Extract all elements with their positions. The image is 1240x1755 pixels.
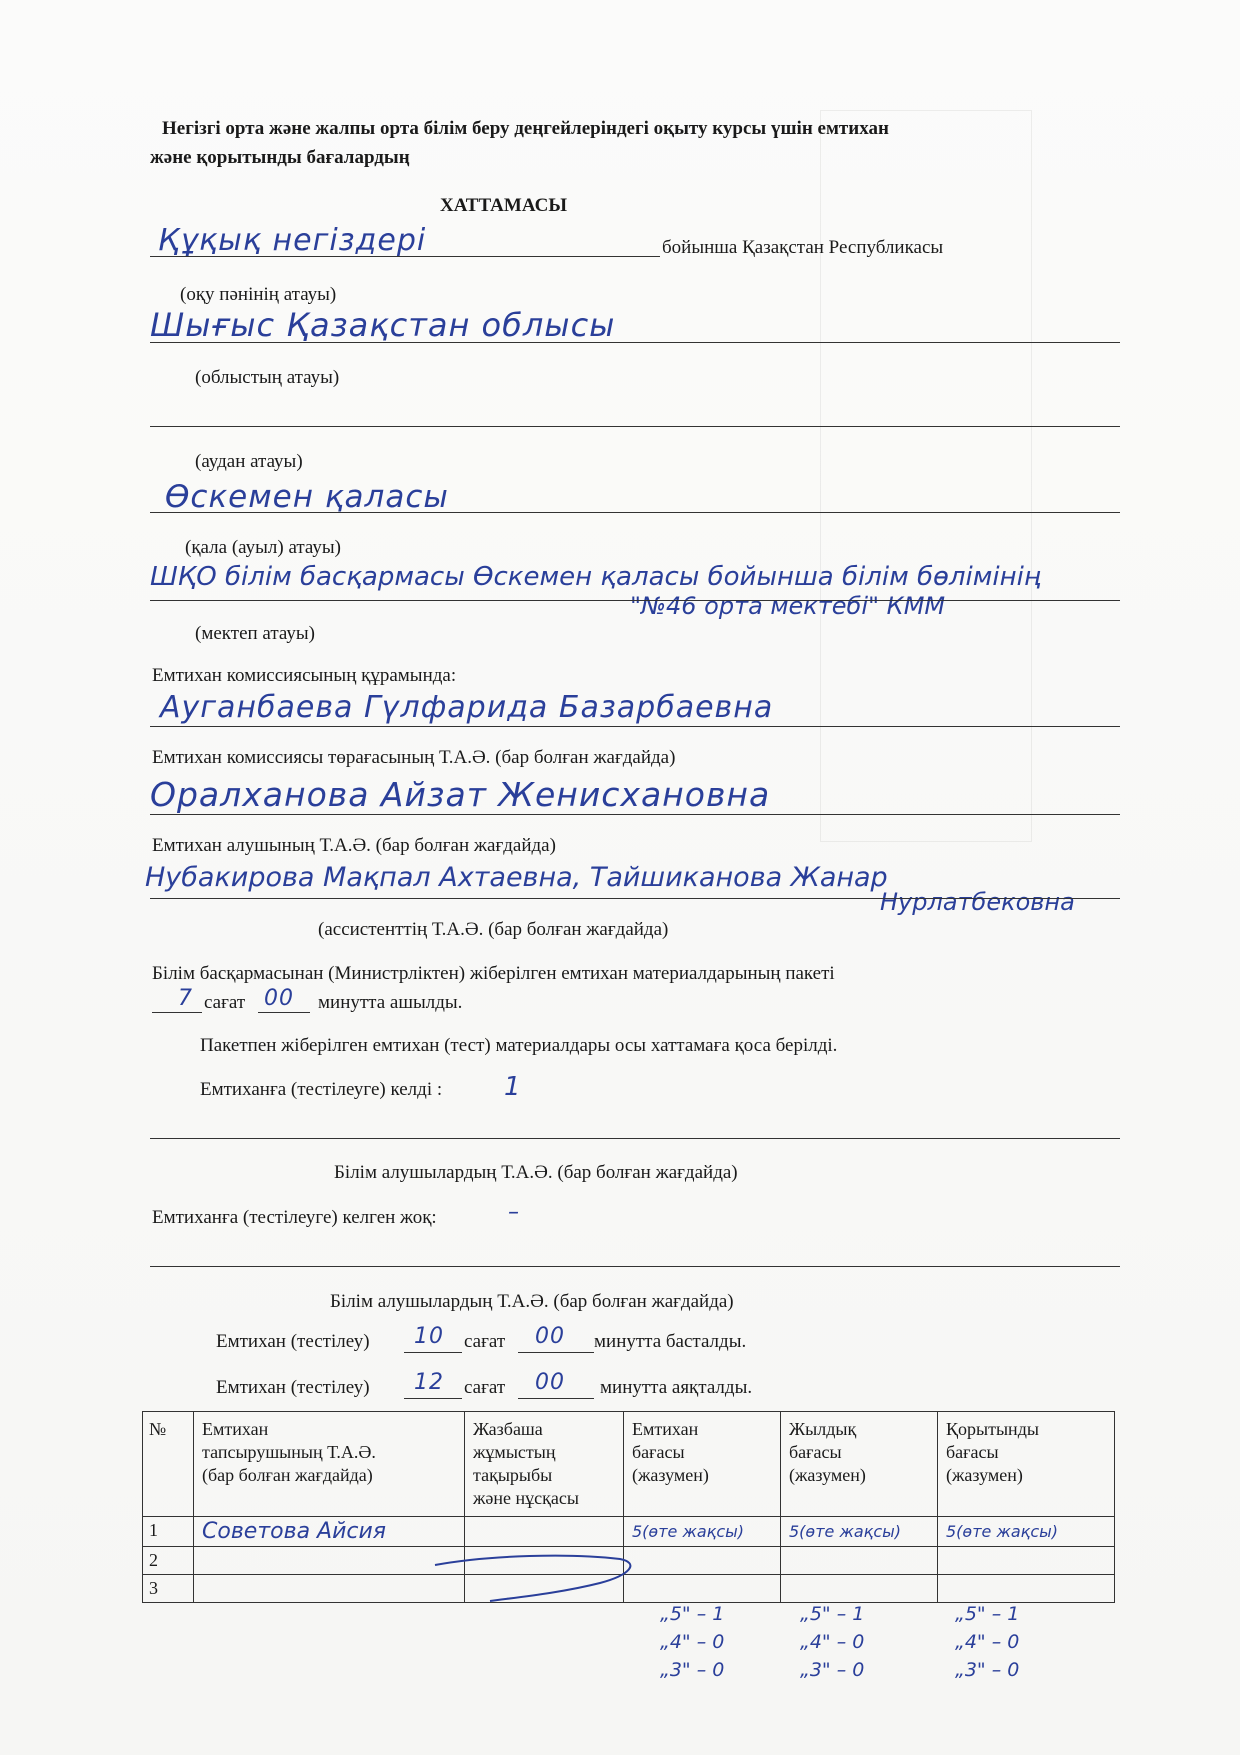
- district-underline: [150, 426, 1120, 427]
- header-exam-line2: бағасы: [632, 1442, 685, 1462]
- package-hour: 7: [178, 986, 193, 1011]
- row-student-name: [194, 1575, 465, 1603]
- row-year-grade: [781, 1547, 938, 1575]
- subject-underline: [150, 256, 660, 257]
- row-exam-grade: 5(өте жақсы): [624, 1517, 781, 1547]
- end-hour-label: сағат: [464, 1377, 506, 1398]
- header-topic-line1: Жазбаша: [473, 1419, 543, 1439]
- header-name: [194, 1412, 465, 1517]
- row-student-name: Советова Айсия: [194, 1517, 465, 1547]
- header-year-line2: бағасы: [789, 1442, 842, 1462]
- header-num: №: [143, 1412, 194, 1517]
- start-minute: 00: [535, 1324, 565, 1349]
- header-year: [781, 1412, 938, 1517]
- school-value-line1: ШҚО білім басқармасы Өскемен қаласы бойынша білім бөлімінің: [150, 562, 1041, 592]
- header-final-line1: Қорытынды: [946, 1419, 1039, 1439]
- end-prefix: Емтихан (тестілеу): [216, 1377, 370, 1398]
- start-hour: 10: [414, 1324, 444, 1349]
- subject-suffix: бойынша Қазақстан Республикасы: [662, 237, 944, 258]
- chair-underline: [150, 726, 1120, 727]
- row-student-name: [194, 1547, 465, 1575]
- bleed-through-grid: [820, 110, 1032, 842]
- package-hour-label: сағат: [204, 992, 246, 1013]
- commission-label: Емтихан комиссиясының құрамында:: [152, 665, 457, 686]
- header-final-line3: (жазумен): [946, 1465, 1023, 1485]
- tally-exam: „5" – 1 „4" – 0 „3" – 0: [660, 1603, 725, 1681]
- city-underline: [150, 512, 1120, 513]
- header-name-line1: Емтихан: [202, 1419, 269, 1439]
- came-caption: Білім алушылардың Т.А.Ә. (бар болған жағдайда): [334, 1162, 738, 1183]
- assistant-underline: [150, 898, 1120, 899]
- header-topic-line3: тақырыбы: [473, 1465, 553, 1485]
- header-topic-line2: жұмыстың: [473, 1442, 556, 1462]
- header-title-line2: және қорытынды бағалардың: [150, 147, 410, 168]
- package-line1: Білім басқармасынан (Министрліктен) жіберілген емтихан материалдарының пакеті: [152, 963, 835, 984]
- examiner-underline: [150, 814, 1120, 815]
- header-final-line2: бағасы: [946, 1442, 999, 1462]
- start-suffix: минутта басталды.: [594, 1331, 747, 1352]
- assistant-value-line2: Нурлатбековна: [880, 888, 1075, 916]
- package-minute-label: минутта ашылды.: [318, 992, 463, 1013]
- doc-title: ХАТТАМАСЫ: [440, 195, 567, 216]
- header-final: [938, 1412, 1115, 1517]
- header-year-line3: (жазумен): [789, 1465, 866, 1485]
- district-caption: (аудан атауы): [195, 451, 303, 472]
- start-hour-underline: [404, 1352, 462, 1353]
- region-caption: (облыстың атауы): [195, 367, 340, 388]
- package-attached: Пакетпен жіберілген емтихан (тест) материалдары осы хаттамаға қоса берілді.: [200, 1035, 838, 1056]
- table-header-row: [143, 1412, 1115, 1517]
- header-name-line3: (бар болған жағдайда): [202, 1465, 373, 1485]
- end-hour-underline: [404, 1398, 462, 1399]
- row-topic: [465, 1517, 624, 1547]
- city-caption: (қала (ауыл) атауы): [185, 537, 341, 558]
- header-title-line1: Негізгі орта және жалпы орта білім беру деңгейлеріндегі оқыту курсы үшін емтихан: [162, 118, 889, 139]
- package-hour-underline: [152, 1012, 202, 1013]
- came-underline: [150, 1138, 1120, 1139]
- end-hour: 12: [414, 1370, 444, 1395]
- header-name-line2: тапсырушының Т.А.Ә.: [202, 1442, 376, 1462]
- came-value: 1: [504, 1072, 522, 1102]
- row-num: 2: [143, 1547, 194, 1575]
- start-hour-label: сағат: [464, 1331, 506, 1352]
- school-caption: (мектеп атауы): [195, 623, 315, 644]
- package-minute: 00: [264, 986, 294, 1011]
- chair-caption: Емтихан комиссиясы төрағасының Т.А.Ә. (бар болған жағдайда): [152, 747, 676, 768]
- end-minute-underline: [518, 1398, 594, 1399]
- start-minute-underline: [518, 1352, 594, 1353]
- tally-final: „5" – 1 „4" – 0 „3" – 0: [955, 1603, 1020, 1681]
- subject-value: Құқық негіздері: [158, 223, 427, 258]
- header-topic: [465, 1412, 624, 1517]
- city-value: Өскемен қаласы: [165, 479, 449, 515]
- empty-rows-strike: [430, 1545, 660, 1605]
- package-minute-underline: [258, 1012, 310, 1013]
- row-final-grade: 5(өте жақсы): [938, 1517, 1115, 1547]
- end-suffix: минутта аяқталды.: [600, 1377, 753, 1398]
- examiner-caption: Емтихан алушының Т.А.Ә. (бар болған жағдайда): [152, 835, 556, 856]
- header-year-line1: Жылдық: [789, 1419, 857, 1439]
- end-minute: 00: [535, 1370, 565, 1395]
- region-value: Шығыс Қазақстан облысы: [150, 306, 616, 344]
- start-prefix: Емтихан (тестілеу): [216, 1331, 370, 1352]
- region-underline: [150, 342, 1120, 343]
- header-exam: [624, 1412, 781, 1517]
- row-year-grade: [781, 1575, 938, 1603]
- came-label: Емтиханға (тестілеуге) келді :: [200, 1079, 443, 1100]
- assistant-value-line1: Нубакирова Мақпал Ахтаевна, Тайшиканова Жанар: [145, 862, 888, 893]
- subject-caption: (оқу пәнінің атауы): [180, 284, 337, 305]
- header-topic-line4: және нұсқасы: [473, 1488, 579, 1508]
- row-year-grade: 5(өте жақсы): [781, 1517, 938, 1547]
- absent-underline: [150, 1266, 1120, 1267]
- row-final-grade: [938, 1575, 1115, 1603]
- absent-label: Емтиханға (тестілеуге) келген жоқ:: [152, 1207, 437, 1228]
- examiner-value: Оралханова Айзат Женисхановна: [150, 775, 771, 814]
- chair-value: Ауганбаева Гүлфарида Базарбаевна: [160, 690, 774, 725]
- absent-value: –: [508, 1200, 520, 1225]
- header-exam-line3: (жазумен): [632, 1465, 709, 1485]
- row-num: 1: [143, 1517, 194, 1547]
- header-exam-line1: Емтихан: [632, 1419, 699, 1439]
- absent-caption: Білім алушылардың Т.А.Ә. (бар болған жағдайда): [330, 1291, 734, 1312]
- tally-year: „5" – 1 „4" – 0 „3" – 0: [800, 1603, 865, 1681]
- school-underline: [150, 600, 1120, 601]
- table-row: [143, 1517, 1115, 1547]
- assistant-caption: (ассистенттің Т.А.Ә. (бар болған жағдайда): [318, 919, 669, 940]
- row-num: 3: [143, 1575, 194, 1603]
- school-value-line2: "№46 орта мектебі" КММ: [630, 592, 946, 620]
- row-final-grade: [938, 1547, 1115, 1575]
